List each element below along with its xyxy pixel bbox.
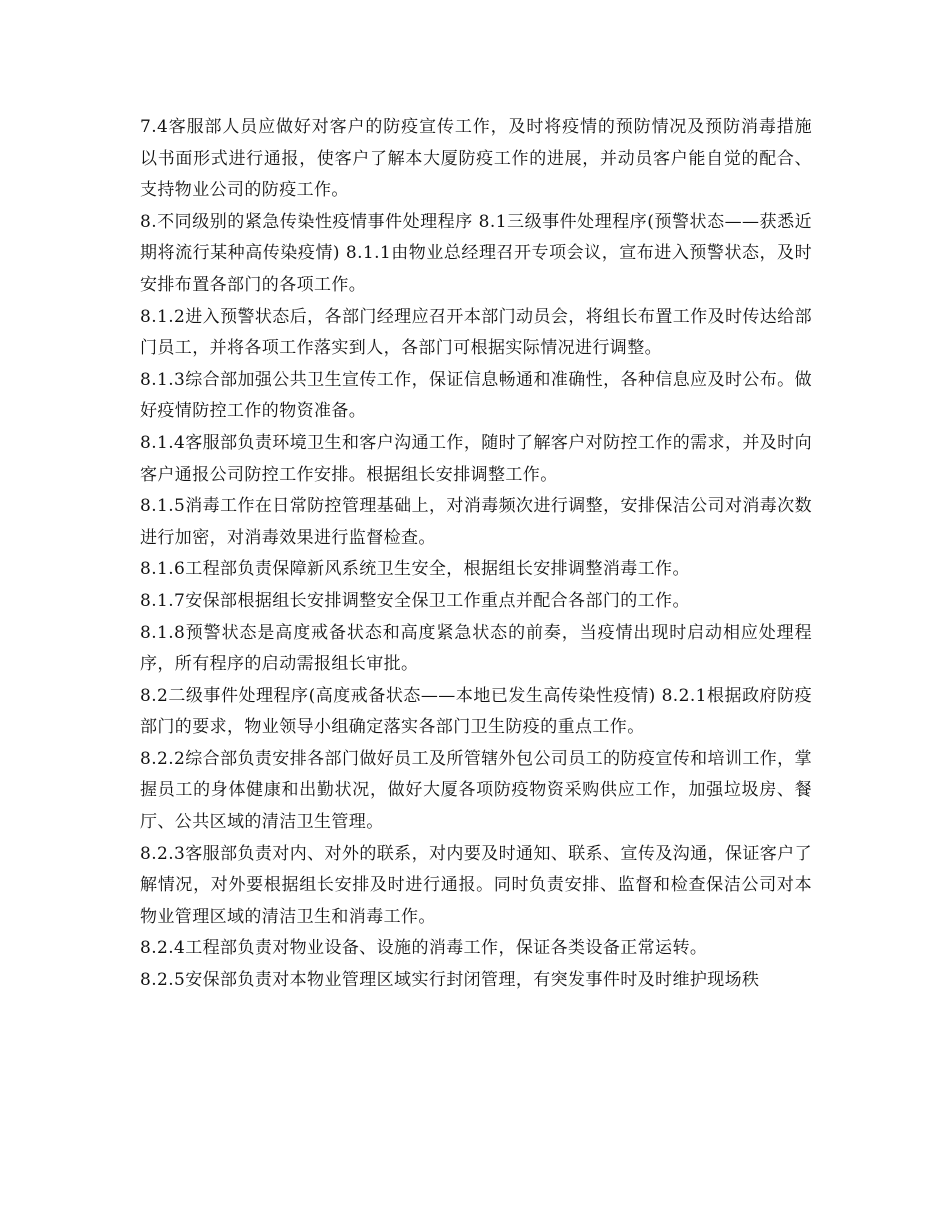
paragraph-8-1-3: 8.1.3综合部加强公共卫生宣传工作，保证信息畅通和准确性，各种信息应及时公布。做好疫情防控工作的物资准备。 xyxy=(140,369,812,422)
paragraph-8-1-8: 8.1.8预警状态是高度戒备状态和高度紧急状态的前奏，当疫情出现时启动相应处理程序，所有程序的启动需报组长审批。 xyxy=(140,622,812,675)
paragraph-8-1-7: 8.1.7安保部根据组长安排调整安全保卫工作重点并配合各部门的工作。 xyxy=(140,590,690,611)
paragraph-8-1-2: 8.1.2进入预警状态后，各部门经理应召开本部门动员会，将组长布置工作及时传达给部门员工，并将各项工作落实到人，各部门可根据实际情况进行调整。 xyxy=(140,306,812,359)
paragraph-8-2: 8.2二级事件处理程序(高度戒备状态——本地已发生高传染性疫情) 8.2.1根据政府防疫部门的要求，物业领导小组确定落实各部门卫生防疫的重点工作。 xyxy=(140,685,812,738)
paragraph-8-2-3: 8.2.3客服部负责对内、对外的联系，对内要及时通知、联系、宣传及沟通，保证客户了解情况，对外要根据组长安排及时进行通报。同时负责安排、监督和检查保洁公司对本物业管理区域的清洁卫生和消毒工作。 xyxy=(140,843,812,927)
paragraph-8-2-4: 8.2.4工程部负责对物业设备、设施的消毒工作，保证各类设备正常运转。 xyxy=(140,938,708,959)
paragraph-8-1-5: 8.1.5消毒工作在日常防控管理基础上，对消毒频次进行调整，安排保洁公司对消毒次数进行加密，对消毒效果进行监督检查。 xyxy=(140,496,812,548)
paragraph-8-1-6: 8.1.6工程部负责保障新风系统卫生安全，根据组长安排调整消毒工作。 xyxy=(140,559,690,580)
document-page xyxy=(140,112,812,997)
paragraph-8-1-4: 8.1.4客服部负责环境卫生和客户沟通工作，随时了解客户对防控工作的需求，并及时向客户通报公司防控工作安排。根据组长安排调整工作。 xyxy=(140,432,812,485)
paragraph-7-4: 7.4客服部人员应做好对客户的防疫宣传工作，及时将疫情的预防情况及预防消毒措施以书面形式进行通报，使客户了解本大厦防疫工作的进展，并动员客户能自觉的配合、支持物业公司的防疫工作。 xyxy=(140,117,812,201)
paragraph-8-heading: 8.不同级别的紧急传染性疫情事件处理程序 8.1三级事件处理程序(预警状态——获悉近期将流行某种高传染疫情) 8.1.1由物业总经理召开专项会议，宣布进入预警状态，及时安排布置各部门的各项工作。 xyxy=(140,211,812,295)
paragraph-8-2-5: 8.2.5安保部负责对本物业管理区域实行封闭管理，有突发事件时及时维护现场秩 xyxy=(140,970,760,991)
paragraph-8-2-2: 8.2.2综合部负责安排各部门做好员工及所管辖外包公司员工的防疫宣传和培训工作，掌握员工的身体健康和出勤状况，做好大厦各项防疫物资采购供应工作，加强垃圾房、餐厅、公共区域的清洁卫生管理。 xyxy=(140,748,812,833)
